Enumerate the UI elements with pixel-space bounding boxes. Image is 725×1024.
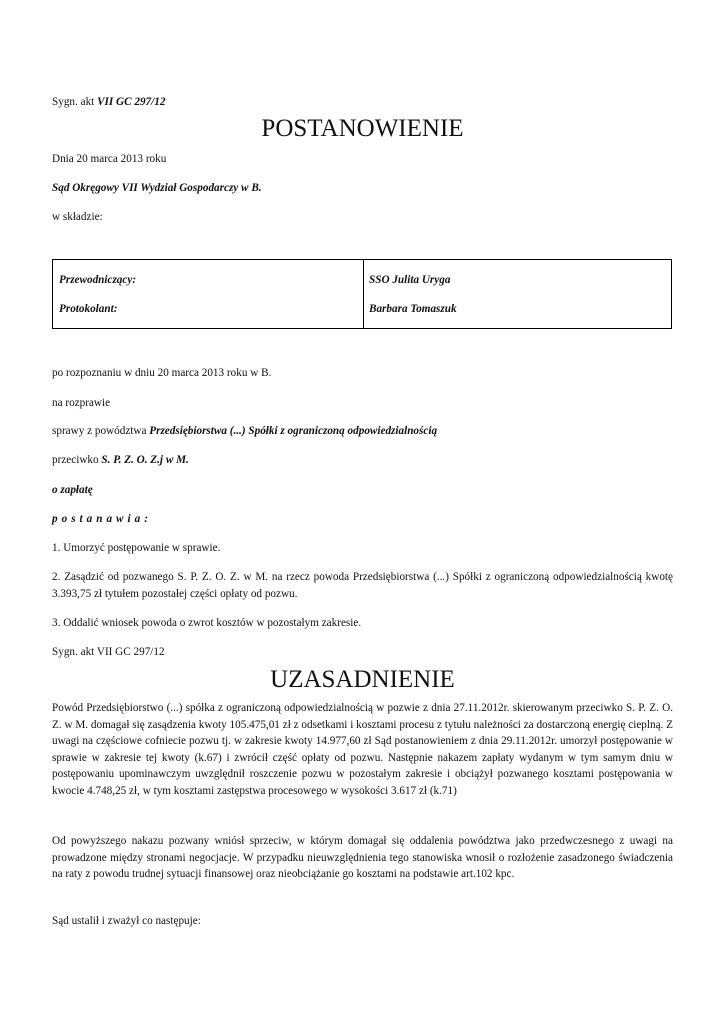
clerk-name: Barbara Tomaszuk xyxy=(369,303,457,315)
plaintiff-name: Przedsiębiorstwa (...) Spółki z ograniczoną odpowiedzialnością xyxy=(149,425,438,437)
composition-label: w składzie: xyxy=(52,211,103,223)
justification-title: UZASADNIENIE xyxy=(270,666,455,693)
case-signature xyxy=(52,95,165,110)
defendant-name: S. P. Z. O. Z.j w M. xyxy=(101,454,189,466)
date-line: Dnia 20 marca 2013 roku xyxy=(52,153,167,165)
justification-signature: Sygn. akt VII GC 297/12 xyxy=(52,646,165,658)
defendant-line xyxy=(52,453,189,468)
court-name: Sąd Okręgowy VII Wydział Gospodarczy w B. xyxy=(52,182,262,194)
document-title: POSTANOWIENIE xyxy=(261,115,464,142)
case-signature-prefix: Sygn. akt xyxy=(52,96,98,108)
ruling-1: 1. Umorzyć postępowanie w sprawie. xyxy=(52,542,221,554)
court-composition-table xyxy=(52,259,672,329)
case-line xyxy=(52,424,437,439)
case-subject: o zapłatę xyxy=(52,484,93,496)
justification-paragraph-1: Powód Przedsiębiorstwo (...) spółka z ograniczoną odpowiedzialnością w pozwie z dnia 27.11.2012r. skierowanym przeciwko S. P. Z. O. Z. w M. domagał się zasądzenia kwoty 105.475,01 zł z odsetkami i kosztami procesu z tytułu należności za dostarczoną energię cieplną. Z uwagi na częściowe cofniecie pozwu tj. w zakresie kwoty 14.977,60 zł Sąd postanowieniem z dnia 29.11.2012r. umorzył postępowanie w sprawie w zakresie tej kwoty (k.67) i zwrócił część opłaty od pozwu. Następnie nakazem zapłaty wydanym w tym samym dniu w postępowaniu upominawczym uwzględnił roszczenie pozwu w pozostałym zakresie i obciążył pozwanego kosztami postępowania w kwocie 4.748,25 zł, w tym kosztami zastępstwa procesowego w wysokości 3.617 zł (k.71) xyxy=(52,702,673,797)
case-prefix: sprawy z powództwa xyxy=(52,425,150,437)
chair-label: Przewodniczący: xyxy=(59,274,137,286)
clerk-label: Protokolant: xyxy=(59,303,118,315)
against-prefix: przeciwko xyxy=(52,454,102,466)
decision-heading: postanawia: xyxy=(52,513,152,525)
justification-paragraph-3: Sąd ustalił i zważył co następuje: xyxy=(52,915,201,927)
chair-name: SSO Julita Uryga xyxy=(369,274,451,286)
hearing-date: po rozpoznaniu w dniu 20 marca 2013 roku w B. xyxy=(52,367,272,379)
hearing-type: na rozprawie xyxy=(52,397,111,409)
justification-paragraph-2: Od powyższego nakazu pozwany wniósł sprzeciw, w którym domagał się oddalenia powództwa jako przedwczesnego z uwagi na prowadzone między stronami negocjacje. W przypadku nieuwzględnienia tego stanowiska wnosił o rozłożenie zasadzonego świadczenia na raty z powodu trudnej sytuacji finansowej oraz nieobciążanie go kosztami na podstawie art.102 kpc. xyxy=(52,835,673,881)
case-signature-number: VII GC 297/12 xyxy=(97,96,166,108)
ruling-3: 3. Oddalić wniosek powoda o zwrot kosztów w pozostałym zakresie. xyxy=(52,617,362,629)
ruling-2: 2. Zasądzić od pozwanego S. P. Z. O. Z. w M. na rzecz powoda Przedsiębiorstwa (...) Spółki z ograniczoną odpowiedzialnością kwotę 3.393,75 zł tytułem pozostałej części opłaty od pozwu. xyxy=(52,571,673,600)
table-divider xyxy=(363,260,364,328)
